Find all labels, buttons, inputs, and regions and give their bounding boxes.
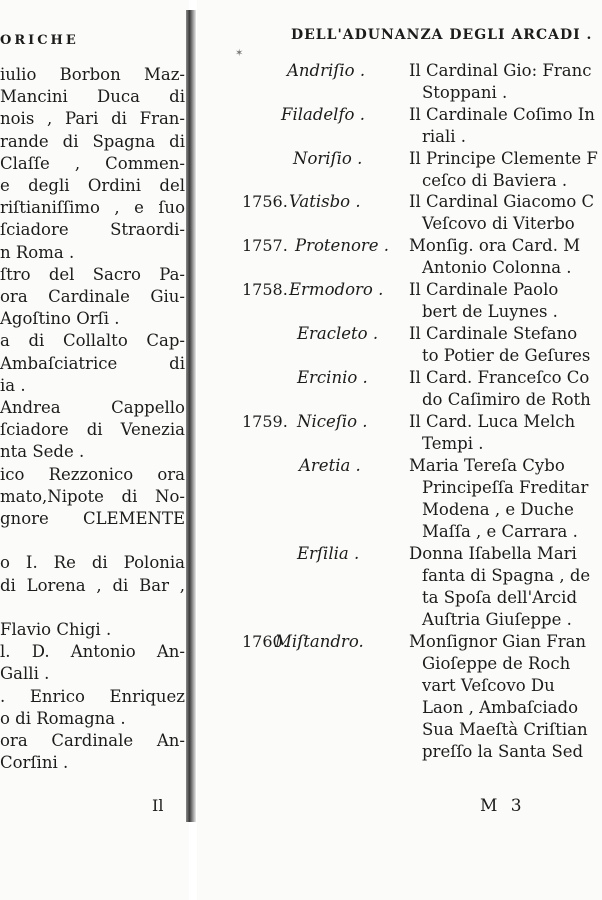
left-text-line: ico Rezzonico ora xyxy=(0,464,185,484)
member-description xyxy=(409,367,591,411)
arcadian-name: Ermodoro . xyxy=(289,280,384,299)
catchword: Il xyxy=(152,796,164,815)
entry-year: 1757. xyxy=(242,236,288,255)
description-line: Il Cardinal Gio: Franc xyxy=(409,61,592,80)
description-line: Il Card. Franceſco Co xyxy=(409,368,590,387)
entry-year: 1760. xyxy=(242,632,288,651)
description-line: do Caſimiro de Roth xyxy=(422,390,591,409)
ink-mark: ✶ xyxy=(235,48,244,59)
left-text-line: di Lorena , di Bar , xyxy=(0,575,185,595)
description-line: Stoppani . xyxy=(422,83,508,102)
description-line: Il Cardinale Paolo xyxy=(409,280,559,299)
member-description xyxy=(409,279,558,323)
left-text-line: o di Romagna . xyxy=(0,708,126,728)
left-text-line: ſciadore di Venezia xyxy=(0,420,185,440)
arcadian-name: Aretia . xyxy=(299,456,361,475)
left-text-line: Ambaſciatrice di xyxy=(0,353,185,373)
left-text-line: iulio Borbon Maz- xyxy=(0,65,185,84)
left-text-line: ora Cardinale Giu- xyxy=(0,287,185,306)
description-line: Tempi . xyxy=(422,434,484,453)
left-text-line: l. D. Antonio An- xyxy=(0,642,185,662)
arcadian-name: Filadelfo . xyxy=(281,105,365,124)
description-line: Il Principe Clemente F xyxy=(409,149,598,168)
left-text-line: rande di Spagna di xyxy=(0,131,185,151)
left-text-line: Flavio Chigi . xyxy=(0,620,112,639)
left-text-line: Agoſtino Orſi . xyxy=(0,309,120,329)
description-line: riali . xyxy=(422,127,467,146)
description-line: Veſcovo di Viterbo xyxy=(422,214,575,233)
left-text-line: mato,Nipote di No- xyxy=(0,486,185,506)
left-text-line: Claſſe , Commen- xyxy=(0,153,185,173)
description-line: Modena , e Duche xyxy=(422,500,574,519)
left-text-line: Corſini . xyxy=(0,753,69,773)
left-text-line: o I. Re di Polonia xyxy=(0,553,185,573)
description-line: Laon , Ambaſciado xyxy=(422,698,579,717)
entry-year: 1758. xyxy=(242,280,288,299)
arcadian-name: Eracleto . xyxy=(297,324,379,343)
right-page xyxy=(197,0,602,900)
description-line: preſſo la Santa Sed xyxy=(422,742,584,761)
left-text-line: ora Cardinale An- xyxy=(0,731,185,750)
description-line: Sua Maeſtà Criſtian xyxy=(422,720,588,739)
description-line: to Potier de Geſures xyxy=(422,346,591,365)
member-description xyxy=(409,235,580,279)
member-description xyxy=(409,191,594,235)
description-line: Antonio Colonna . xyxy=(422,258,572,277)
entry-year: 1756. xyxy=(242,192,288,211)
left-text-line: a di Collalto Cap- xyxy=(0,331,185,351)
description-line: vart Veſcovo Du xyxy=(422,676,555,695)
arcadian-name: Vatisbo . xyxy=(289,192,361,211)
member-description xyxy=(409,411,575,455)
member-description xyxy=(409,631,588,763)
left-text-line: ſtro del Sacro Pa- xyxy=(0,264,185,284)
left-running-head: ORICHE xyxy=(0,33,79,48)
left-text-line: . Enrico Enriquez xyxy=(0,686,185,706)
member-description xyxy=(409,323,590,367)
left-text-line: Galli . xyxy=(0,664,50,684)
member-description xyxy=(409,104,595,148)
member-description xyxy=(409,543,590,631)
left-text-line: ſciadore Straordi- xyxy=(0,220,185,240)
arcadian-name: Niceſio . xyxy=(297,412,368,431)
member-description xyxy=(409,60,591,104)
description-line: ta Spoſa dell'Arcid xyxy=(422,588,578,607)
description-line: Il Cardinale Stefano xyxy=(409,324,578,343)
signature-mark: M 3 xyxy=(480,796,526,816)
arcadian-name: Protenore . xyxy=(295,236,390,255)
left-text-line: Mancini Duca di xyxy=(0,87,185,107)
description-line: bert de Luynes . xyxy=(422,302,558,321)
description-line: Gioſeppe de Roch xyxy=(422,654,571,673)
entry-year: 1759. xyxy=(242,412,288,431)
description-line: Monſig. ora Card. M xyxy=(409,236,581,255)
left-page xyxy=(0,0,189,900)
description-line: fanta di Spagna , de xyxy=(422,566,591,585)
description-line: Principeſſa Freditar xyxy=(422,478,589,497)
left-text-line: riſtianiſſimo , e ſuo xyxy=(0,198,185,218)
arcadian-name: Erſilia . xyxy=(297,544,360,563)
description-line: Donna Iſabella Mari xyxy=(409,544,577,563)
left-text-line: nois , Pari di Fran- xyxy=(0,109,185,129)
arcadian-name: Andriſio . xyxy=(287,61,366,80)
description-line: Monſignor Gian Fran xyxy=(409,632,587,651)
left-text-line: n Roma . xyxy=(0,242,75,262)
description-line: Auſtria Giuſeppe . xyxy=(422,610,572,629)
description-line: ceſco di Baviera . xyxy=(422,171,568,190)
description-line: Il Cardinale Coſimo In xyxy=(409,105,595,124)
member-description xyxy=(409,148,598,192)
left-text-line: ia . xyxy=(0,375,26,395)
right-running-head: DELL'ADUNANZA DEGLI ARCADI . xyxy=(291,27,593,43)
member-description xyxy=(409,455,588,543)
left-text-line: e degli Ordini del xyxy=(0,176,185,195)
description-line: Il Card. Luca Melch xyxy=(409,412,576,431)
description-line: Maria Tereſa Cybo xyxy=(409,456,565,475)
arcadian-name: Ercinio . xyxy=(297,368,368,387)
description-line: Maſſa , e Carrara . xyxy=(422,522,578,541)
arcadian-name: Miſtandro. xyxy=(275,632,364,651)
left-text-line: Andrea Cappello xyxy=(0,398,185,417)
arcadian-name: Noriſio . xyxy=(293,149,363,168)
description-line: Il Cardinal Giacomo C xyxy=(409,192,595,211)
left-text-line: nta Sede . xyxy=(0,442,85,462)
left-text-line: gnore CLEMENTE xyxy=(0,509,185,528)
book-gutter xyxy=(186,10,196,822)
